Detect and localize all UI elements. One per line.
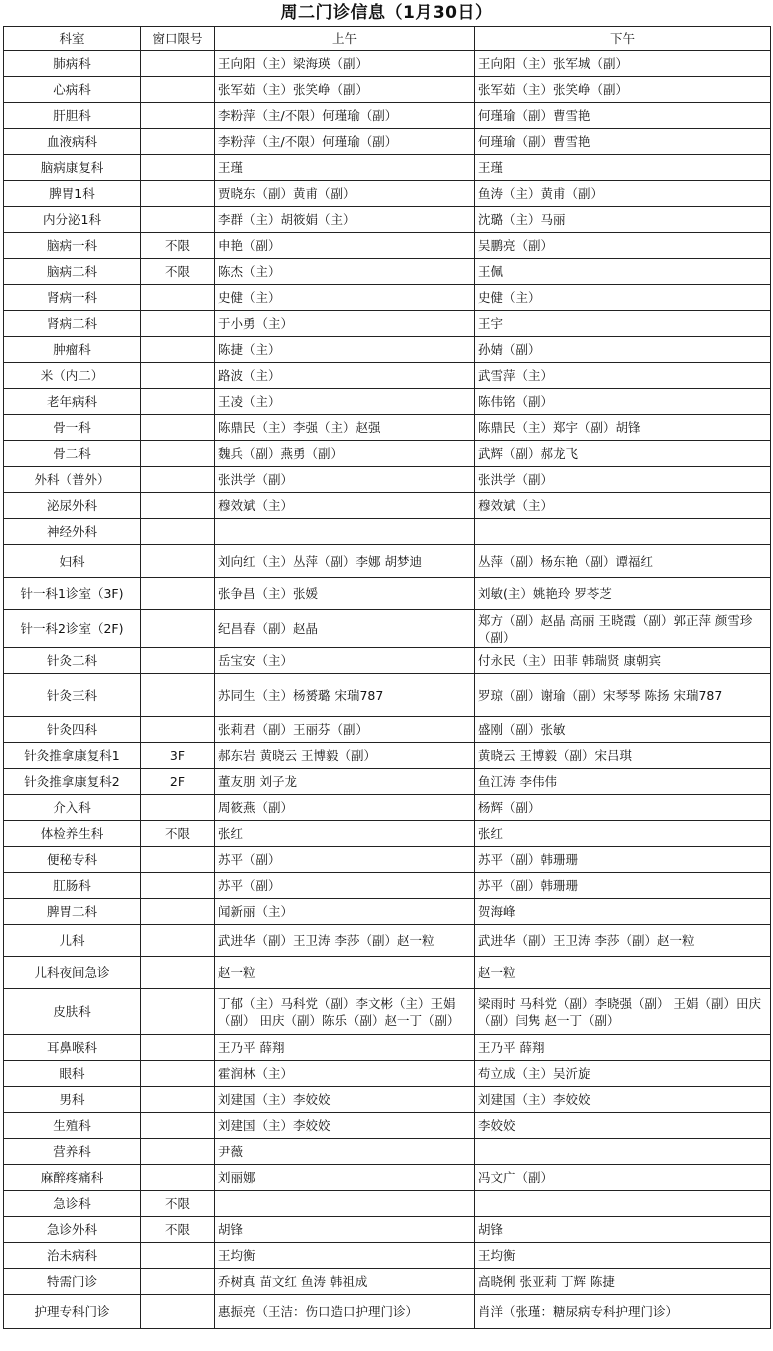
pm-cell: 罗琼（副）谢瑜（副）宋琴琴 陈扬 宋瑞787 xyxy=(475,674,771,717)
window-cell xyxy=(141,51,215,77)
dept-cell: 皮肤科 xyxy=(4,989,141,1035)
table-row xyxy=(4,285,771,311)
dept-cell: 生殖科 xyxy=(4,1113,141,1139)
table-row xyxy=(4,610,771,648)
pm-cell: 盛刚（副）张敏 xyxy=(475,717,771,743)
am-cell xyxy=(215,519,475,545)
pm-cell: 鱼江涛 李伟伟 xyxy=(475,769,771,795)
table-row xyxy=(4,181,771,207)
am-cell: 刘建国（主）李姣姣 xyxy=(215,1087,475,1113)
window-cell: 2F xyxy=(141,769,215,795)
am-cell: 刘丽娜 xyxy=(215,1165,475,1191)
am-cell: 武进华（副）王卫涛 李莎（副）赵一粒 xyxy=(215,925,475,957)
am-cell: 刘建国（主）李姣姣 xyxy=(215,1113,475,1139)
window-cell: 不限 xyxy=(141,1217,215,1243)
window-cell xyxy=(141,207,215,233)
am-cell: 王凌（主） xyxy=(215,389,475,415)
dept-cell: 内分泌1科 xyxy=(4,207,141,233)
table-row xyxy=(4,1061,771,1087)
dept-cell: 体检养生科 xyxy=(4,821,141,847)
am-cell: 王向阳（主）梁海瑛（副） xyxy=(215,51,475,77)
pm-cell xyxy=(475,1139,771,1165)
pm-cell: 张洪学（副） xyxy=(475,467,771,493)
pm-cell: 杨辉（副） xyxy=(475,795,771,821)
dept-cell: 老年病科 xyxy=(4,389,141,415)
table-row xyxy=(4,1243,771,1269)
pm-cell: 刘敏(主）姚艳玲 罗苓芝 xyxy=(475,578,771,610)
dept-cell: 急诊科 xyxy=(4,1191,141,1217)
pm-cell: 肖洋（张瑾：糖尿病专科护理门诊） xyxy=(475,1295,771,1329)
dept-cell: 针灸推拿康复科2 xyxy=(4,769,141,795)
pm-cell: 吴鹏亮（副） xyxy=(475,233,771,259)
table-row xyxy=(4,207,771,233)
table-row xyxy=(4,259,771,285)
dept-cell: 男科 xyxy=(4,1087,141,1113)
am-cell: 乔树真 苗文红 鱼涛 韩祖成 xyxy=(215,1269,475,1295)
am-cell: 张莉君（副）王丽芬（副） xyxy=(215,717,475,743)
pm-cell: 郑方（副）赵晶 高丽 王晓霞（副）郭正萍 颜雪珍（副） xyxy=(475,610,771,648)
pm-cell: 张红 xyxy=(475,821,771,847)
am-cell: 郝东岩 黄晓云 王博毅（副） xyxy=(215,743,475,769)
window-cell xyxy=(141,77,215,103)
pm-cell: 何瑾瑜（副）曹雪艳 xyxy=(475,129,771,155)
window-cell xyxy=(141,1139,215,1165)
am-cell: 张争昌（主）张媛 xyxy=(215,578,475,610)
pm-cell: 李姣姣 xyxy=(475,1113,771,1139)
table-row xyxy=(4,545,771,578)
pm-cell: 苏平（副）韩珊珊 xyxy=(475,847,771,873)
am-cell: 王瑾 xyxy=(215,155,475,181)
am-cell: 张军茹（主）张笑峥（副） xyxy=(215,77,475,103)
am-cell: 申艳（副） xyxy=(215,233,475,259)
pm-cell: 陈伟铭（副） xyxy=(475,389,771,415)
window-cell xyxy=(141,389,215,415)
window-cell xyxy=(141,155,215,181)
table-row xyxy=(4,795,771,821)
window-cell xyxy=(141,1061,215,1087)
table-row xyxy=(4,493,771,519)
dept-cell: 泌尿外科 xyxy=(4,493,141,519)
column-header-dept: 科室 xyxy=(4,27,141,51)
table-row xyxy=(4,743,771,769)
window-cell xyxy=(141,285,215,311)
am-cell: 惠振亮（王洁：伤口造口护理门诊） xyxy=(215,1295,475,1329)
dept-cell: 妇科 xyxy=(4,545,141,578)
am-cell: 苏同生（主）杨赟璐 宋瑞787 xyxy=(215,674,475,717)
pm-cell: 武辉（副）郝龙飞 xyxy=(475,441,771,467)
window-cell xyxy=(141,674,215,717)
dept-cell: 肺病科 xyxy=(4,51,141,77)
column-header-window: 窗口限号 xyxy=(141,27,215,51)
dept-cell: 心病科 xyxy=(4,77,141,103)
dept-cell: 脑病康复科 xyxy=(4,155,141,181)
window-cell xyxy=(141,578,215,610)
window-cell xyxy=(141,847,215,873)
table-row xyxy=(4,1191,771,1217)
pm-cell: 鱼涛（主）黄甫（副） xyxy=(475,181,771,207)
am-cell: 岳宝安（主） xyxy=(215,648,475,674)
table-row xyxy=(4,467,771,493)
am-cell: 尹薇 xyxy=(215,1139,475,1165)
table-row xyxy=(4,1165,771,1191)
window-cell xyxy=(141,545,215,578)
pm-cell: 武雪萍（主） xyxy=(475,363,771,389)
am-cell: 刘向红（主）丛萍（副）李娜 胡梦迪 xyxy=(215,545,475,578)
table-row xyxy=(4,233,771,259)
dept-cell: 麻醉疼痛科 xyxy=(4,1165,141,1191)
am-cell: 闻新丽（主） xyxy=(215,899,475,925)
pm-cell: 史健（主） xyxy=(475,285,771,311)
table-row xyxy=(4,1295,771,1329)
pm-cell xyxy=(475,519,771,545)
pm-cell: 付永民（主）田菲 韩瑞贤 康朝宾 xyxy=(475,648,771,674)
dept-cell: 急诊外科 xyxy=(4,1217,141,1243)
table-row xyxy=(4,337,771,363)
column-header-am: 上午 xyxy=(215,27,475,51)
pm-cell: 王均衡 xyxy=(475,1243,771,1269)
dept-cell: 针灸三科 xyxy=(4,674,141,717)
am-cell: 李群（主）胡筱娟（主） xyxy=(215,207,475,233)
table-row xyxy=(4,415,771,441)
dept-cell: 儿科夜间急诊 xyxy=(4,957,141,989)
am-cell: 路波（主） xyxy=(215,363,475,389)
table-row xyxy=(4,873,771,899)
window-cell: 不限 xyxy=(141,233,215,259)
pm-cell xyxy=(475,1191,771,1217)
window-cell xyxy=(141,129,215,155)
table-row xyxy=(4,1139,771,1165)
table-row xyxy=(4,957,771,989)
window-cell xyxy=(141,925,215,957)
am-cell: 张洪学（副） xyxy=(215,467,475,493)
am-cell: 霍润林（主） xyxy=(215,1061,475,1087)
table-row xyxy=(4,1217,771,1243)
am-cell: 王乃平 薛翔 xyxy=(215,1035,475,1061)
pm-cell: 穆效斌（主） xyxy=(475,493,771,519)
am-cell: 胡锋 xyxy=(215,1217,475,1243)
pm-cell: 赵一粒 xyxy=(475,957,771,989)
dept-cell: 脾胃1科 xyxy=(4,181,141,207)
dept-cell: 血液病科 xyxy=(4,129,141,155)
am-cell: 魏兵（副）燕勇（副） xyxy=(215,441,475,467)
window-cell xyxy=(141,989,215,1035)
window-cell xyxy=(141,795,215,821)
am-cell: 李粉萍（主/不限）何瑾瑜（副） xyxy=(215,129,475,155)
dept-cell: 治未病科 xyxy=(4,1243,141,1269)
table-row xyxy=(4,899,771,925)
window-cell xyxy=(141,1243,215,1269)
table-row xyxy=(4,519,771,545)
table-row xyxy=(4,51,771,77)
pm-cell: 胡锋 xyxy=(475,1217,771,1243)
table-row xyxy=(4,363,771,389)
pm-cell: 刘建国（主）李姣姣 xyxy=(475,1087,771,1113)
am-cell: 陈捷（主） xyxy=(215,337,475,363)
dept-cell: 脾胃二科 xyxy=(4,899,141,925)
dept-cell: 脑病二科 xyxy=(4,259,141,285)
window-cell xyxy=(141,1087,215,1113)
am-cell: 苏平（副） xyxy=(215,847,475,873)
pm-cell: 黄晓云 王博毅（副）宋吕琪 xyxy=(475,743,771,769)
window-cell xyxy=(141,311,215,337)
window-cell xyxy=(141,519,215,545)
pm-cell: 沈璐（主）马丽 xyxy=(475,207,771,233)
window-cell xyxy=(141,717,215,743)
am-cell: 贾晓东（副）黄甫（副） xyxy=(215,181,475,207)
window-cell xyxy=(141,1165,215,1191)
pm-cell: 王佩 xyxy=(475,259,771,285)
dept-cell: 神经外科 xyxy=(4,519,141,545)
schedule-table xyxy=(3,26,771,1329)
pm-cell: 张军茹（主）张笑峥（副） xyxy=(475,77,771,103)
table-row xyxy=(4,1087,771,1113)
window-cell xyxy=(141,873,215,899)
table-row xyxy=(4,129,771,155)
dept-cell: 耳鼻喉科 xyxy=(4,1035,141,1061)
schedule-table-body xyxy=(4,27,771,1329)
dept-cell: 肝胆科 xyxy=(4,103,141,129)
window-cell xyxy=(141,467,215,493)
pm-cell: 苟立成（主）吴沂旋 xyxy=(475,1061,771,1087)
am-cell: 董友朋 刘子龙 xyxy=(215,769,475,795)
table-row xyxy=(4,1269,771,1295)
window-cell: 3F xyxy=(141,743,215,769)
pm-cell: 陈鼎民（主）郑宇（副）胡锋 xyxy=(475,415,771,441)
dept-cell: 肾病一科 xyxy=(4,285,141,311)
dept-cell: 针灸四科 xyxy=(4,717,141,743)
table-row xyxy=(4,925,771,957)
am-cell: 纪昌春（副）赵晶 xyxy=(215,610,475,648)
dept-cell: 骨二科 xyxy=(4,441,141,467)
window-cell: 不限 xyxy=(141,821,215,847)
am-cell: 周筱燕（副） xyxy=(215,795,475,821)
table-row xyxy=(4,1113,771,1139)
table-row xyxy=(4,769,771,795)
am-cell: 史健（主） xyxy=(215,285,475,311)
table-row xyxy=(4,717,771,743)
pm-cell: 何瑾瑜（副）曹雪艳 xyxy=(475,103,771,129)
am-cell: 陈杰（主） xyxy=(215,259,475,285)
am-cell: 王均衡 xyxy=(215,1243,475,1269)
window-cell xyxy=(141,181,215,207)
page-title: 周二门诊信息（1月30日） xyxy=(280,3,493,23)
dept-cell: 便秘专科 xyxy=(4,847,141,873)
pm-cell: 孙婧（副） xyxy=(475,337,771,363)
table-row xyxy=(4,441,771,467)
table-row xyxy=(4,821,771,847)
pm-cell: 武进华（副）王卫涛 李莎（副）赵一粒 xyxy=(475,925,771,957)
dept-cell: 米（内二） xyxy=(4,363,141,389)
dept-cell: 骨一科 xyxy=(4,415,141,441)
table-row xyxy=(4,847,771,873)
window-cell xyxy=(141,1113,215,1139)
dept-cell: 营养科 xyxy=(4,1139,141,1165)
pm-cell: 冯文广（副） xyxy=(475,1165,771,1191)
dept-cell: 儿科 xyxy=(4,925,141,957)
window-cell: 不限 xyxy=(141,1191,215,1217)
window-cell xyxy=(141,648,215,674)
pm-cell: 苏平（副）韩珊珊 xyxy=(475,873,771,899)
dept-cell: 针灸推拿康复科1 xyxy=(4,743,141,769)
table-row xyxy=(4,648,771,674)
pm-cell: 王宇 xyxy=(475,311,771,337)
window-cell xyxy=(141,1269,215,1295)
am-cell: 赵一粒 xyxy=(215,957,475,989)
dept-cell: 护理专科门诊 xyxy=(4,1295,141,1329)
am-cell: 李粉萍（主/不限）何瑾瑜（副） xyxy=(215,103,475,129)
pm-cell: 王向阳（主）张军城（副） xyxy=(475,51,771,77)
column-header-pm: 下午 xyxy=(475,27,771,51)
pm-cell: 王乃平 薛翔 xyxy=(475,1035,771,1061)
window-cell: 不限 xyxy=(141,259,215,285)
window-cell xyxy=(141,899,215,925)
table-row xyxy=(4,77,771,103)
window-cell xyxy=(141,493,215,519)
dept-cell: 眼科 xyxy=(4,1061,141,1087)
table-row xyxy=(4,989,771,1035)
window-cell xyxy=(141,957,215,989)
dept-cell: 外科（普外） xyxy=(4,467,141,493)
am-cell: 张红 xyxy=(215,821,475,847)
pm-cell: 贺海峰 xyxy=(475,899,771,925)
window-cell xyxy=(141,415,215,441)
dept-cell: 肾病二科 xyxy=(4,311,141,337)
am-cell: 于小勇（主） xyxy=(215,311,475,337)
dept-cell: 特需门诊 xyxy=(4,1269,141,1295)
dept-cell: 针一科1诊室（3F) xyxy=(4,578,141,610)
am-cell xyxy=(215,1191,475,1217)
pm-cell: 高晓俐 张亚莉 丁辉 陈捷 xyxy=(475,1269,771,1295)
window-cell xyxy=(141,337,215,363)
dept-cell: 肿瘤科 xyxy=(4,337,141,363)
table-row xyxy=(4,674,771,717)
window-cell xyxy=(141,1035,215,1061)
dept-cell: 脑病一科 xyxy=(4,233,141,259)
table-row xyxy=(4,1035,771,1061)
table-header-row xyxy=(4,27,771,51)
am-cell: 陈鼎民（主）李强（主）赵强 xyxy=(215,415,475,441)
window-cell xyxy=(141,1295,215,1329)
pm-cell: 梁雨时 马科党（副）李晓强（副） 王娟（副）田庆（副）闫隽 赵一丁（副） xyxy=(475,989,771,1035)
dept-cell: 肛肠科 xyxy=(4,873,141,899)
dept-cell: 针灸二科 xyxy=(4,648,141,674)
window-cell xyxy=(141,610,215,648)
table-row xyxy=(4,155,771,181)
window-cell xyxy=(141,441,215,467)
table-row xyxy=(4,578,771,610)
dept-cell: 针一科2诊室（2F) xyxy=(4,610,141,648)
am-cell: 苏平（副） xyxy=(215,873,475,899)
am-cell: 穆效斌（主） xyxy=(215,493,475,519)
pm-cell: 丛萍（副）杨东艳（副）谭福红 xyxy=(475,545,771,578)
dept-cell: 介入科 xyxy=(4,795,141,821)
window-cell xyxy=(141,363,215,389)
table-row xyxy=(4,103,771,129)
window-cell xyxy=(141,103,215,129)
table-row xyxy=(4,311,771,337)
am-cell: 丁郁（主）马科党（副）李文彬（主）王娟（副） 田庆（副）陈乐（副）赵一丁（副） xyxy=(215,989,475,1035)
table-row xyxy=(4,389,771,415)
pm-cell: 王瑾 xyxy=(475,155,771,181)
